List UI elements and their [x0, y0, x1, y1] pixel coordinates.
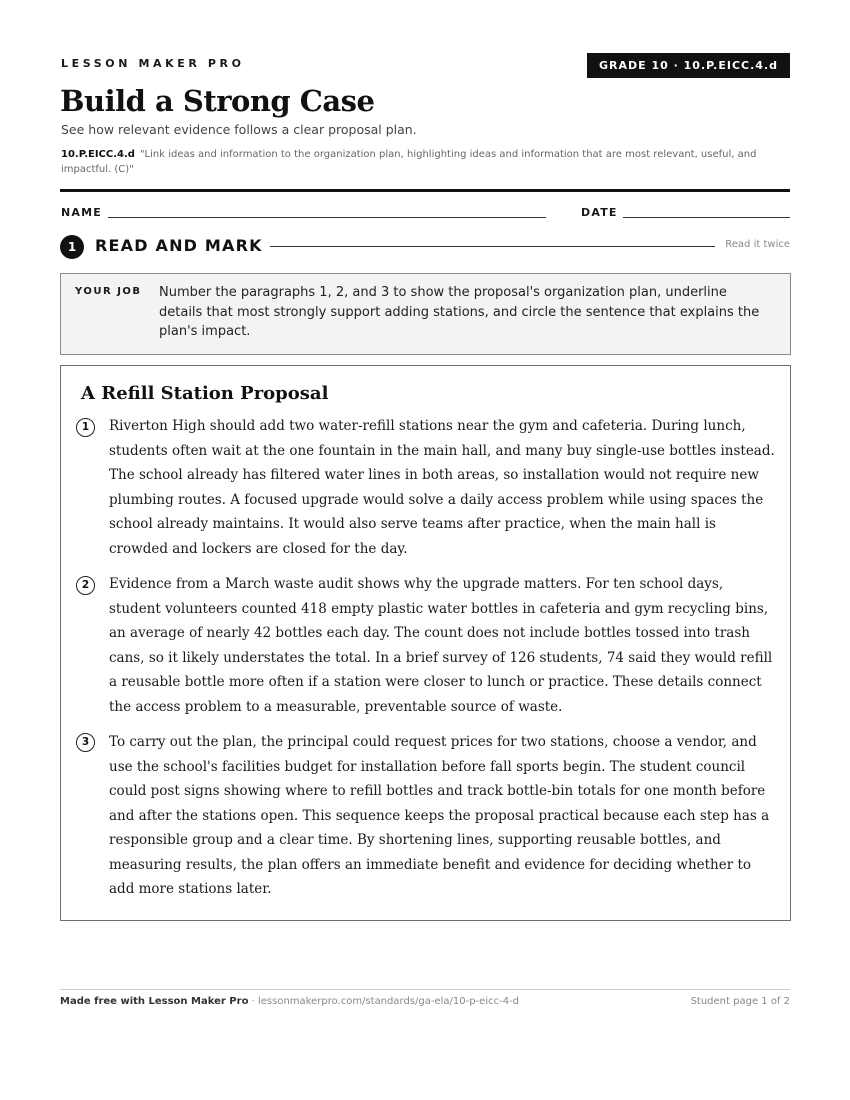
- footer-divider: [60, 989, 790, 990]
- passage-box: [60, 365, 791, 921]
- instructions-text: Number the paragraphs 1, 2, and 3 to show the proposal's organization plan, underline details that most strongly support adding stations, and circle the sentence that explains the plan's impact.: [159, 285, 760, 339]
- standard-text: "Link ideas and information to the organization plan, highlighting ideas and information that are most relevant, useful, and impactful. (C)": [61, 149, 757, 175]
- paragraph-3: To carry out the plan, the principal could request prices for two stations, choose a vendor, and use the school's facilities budget for installation before fall sports begin. The student council could post signs showing where to refill bottles and track bottle-bin totals for one month before and after the stations open. This sequence keeps the proposal practical because each step has a responsible group and a clear time. By shortening lines, supporting reusable bottles, and measuring results, the plan offers an immediate benefit and evidence for deciding whether to add more stations later.: [109, 734, 770, 897]
- standard-description: [61, 147, 781, 177]
- section-note: Read it twice: [725, 239, 790, 250]
- footer-url[interactable]: · lessonmakerpro.com/standards/ga-ela/10-p-eicc-4-d: [248, 996, 520, 1007]
- section-number-badge: 1: [60, 235, 84, 259]
- paragraph-number: 2: [76, 576, 95, 595]
- standard-code: 10.P.EICC.4.d: [61, 149, 135, 160]
- worksheet-title: Build a Strong Case: [60, 84, 375, 118]
- footer-page-info: Student page 1 of 2: [690, 996, 790, 1007]
- instructions-box: [60, 273, 791, 355]
- footer-made-with: Made free with Lesson Maker Pro: [60, 996, 249, 1007]
- date-line[interactable]: [623, 217, 790, 218]
- brand-name: LESSON MAKER PRO: [61, 57, 245, 70]
- paragraph-2: Evidence from a March waste audit shows why the upgrade matters. For ten school days, student volunteers counted 418 empty plastic water bottles in cafeteria and gym recycling bins, an average of nearly 42 bottles each day. The count does not include bottles tossed into trash cans, so it likely understates the total. In a brief survey of 126 students, 74 said they would refill a reusable bottle more often if a station were closer to lunch or practice. These details connect the access problem to a measurable, preventable source of waste.: [109, 576, 773, 715]
- paragraph-number: 3: [76, 733, 95, 752]
- section-title: READ AND MARK: [95, 236, 263, 255]
- paragraph-1: Riverton High should add two water-refill stations near the gym and cafeteria. During lunch, students often wait at the one fountain in the main hall, and many buy single-use bottles instead. The school already has filtered water lines in both areas, so installation would not require new plumbing routes. A focused upgrade would solve a daily access problem while using spaces the school already maintains. It would also serve teams after practice, when the main hall is crowded and lockers are closed for the day.: [109, 418, 775, 557]
- footer-credit: [60, 996, 519, 1007]
- worksheet-subtitle: See how relevant evidence follows a clear proposal plan.: [61, 122, 417, 137]
- grade-badge: GRADE 10 · 10.P.EICC.4.d: [587, 53, 790, 78]
- section-divider: [270, 246, 715, 247]
- date-label: DATE: [581, 206, 618, 219]
- paragraph-number: 1: [76, 418, 95, 437]
- name-label: NAME: [61, 206, 102, 219]
- name-line[interactable]: [108, 217, 546, 218]
- header-divider: [60, 189, 790, 192]
- passage-title: A Refill Station Proposal: [81, 383, 329, 404]
- instructions-label: YOUR JOB: [75, 286, 142, 297]
